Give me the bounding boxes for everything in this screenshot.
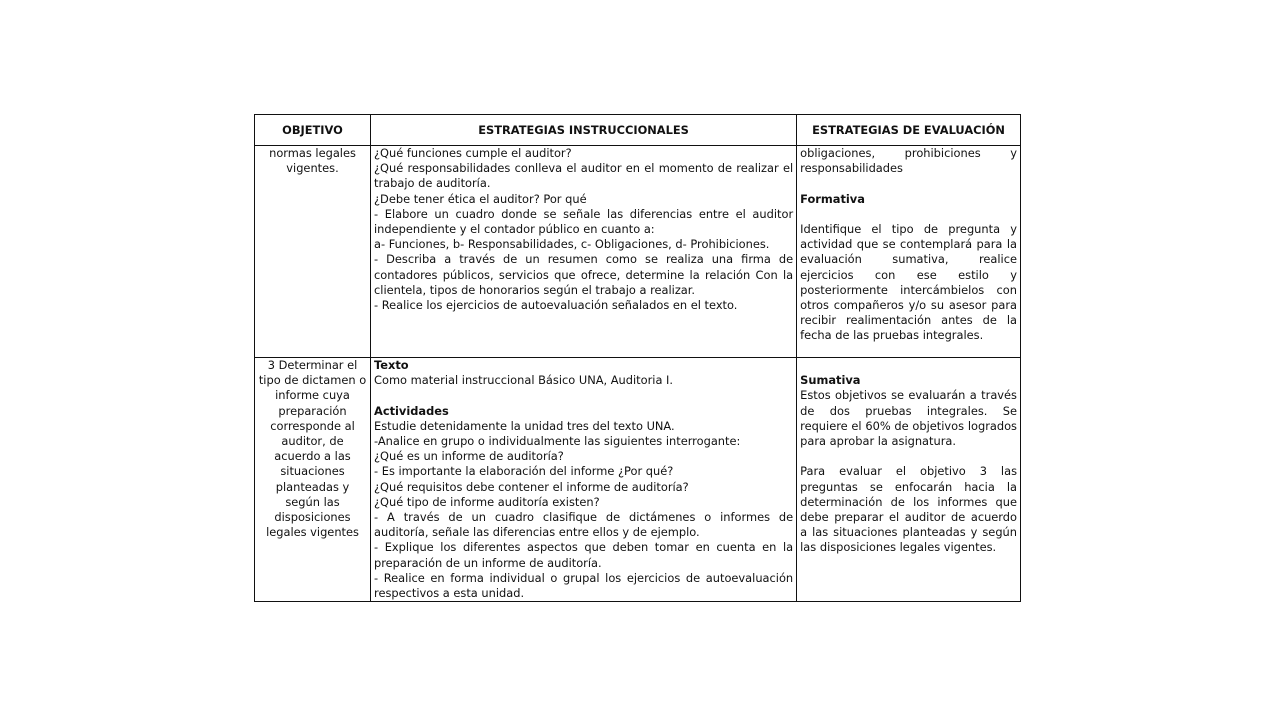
objetivo-cell bbox=[255, 358, 371, 602]
instruction-line: a- Funciones, b- Responsabilidades, c- Obligaciones, d- Prohibiciones. bbox=[374, 237, 770, 252]
objetivo-text: 3 Determinar el tipo de dictamen o informe cuya preparación corresponde al auditor, de acuerdo a las situaciones planteadas y según las disposiciones legales vigentes bbox=[258, 358, 367, 540]
table-row bbox=[255, 146, 1021, 358]
sumativa-heading: Sumativa bbox=[800, 373, 861, 388]
instruction-line: ¿Qué funciones cumple el auditor? bbox=[374, 146, 572, 160]
texto-heading: Texto bbox=[374, 358, 409, 372]
header-row bbox=[255, 115, 1021, 146]
activity-line: ¿Qué requisitos debe contener el informe de auditoría? bbox=[374, 479, 689, 494]
actividades-heading: Actividades bbox=[374, 403, 449, 418]
header-estrategias-instruccionales: ESTRATEGIAS INSTRUCCIONALES bbox=[371, 115, 797, 146]
texto-body: Como material instruccional Básico UNA, Auditoria I. bbox=[374, 373, 674, 388]
table-row bbox=[255, 358, 1021, 602]
instruccionales-cell bbox=[371, 146, 797, 358]
evaluacion-cell bbox=[797, 146, 1021, 358]
activity-line: - Explique los diferentes aspectos que deben tomar en cuenta en la preparación de un informe de auditoría. bbox=[374, 540, 794, 570]
objetivo-text: normas legales vigentes. bbox=[269, 146, 356, 176]
activity-line: - A través de un cuadro clasifique de dictámenes o informes de auditoría, señale las diferencias entre ellos y de ejemplo. bbox=[374, 510, 794, 540]
instruction-line: - Realice los ejercicios de autoevaluación señalados en el texto. bbox=[374, 298, 738, 313]
instruction-line: - Elabore un cuadro donde se señale las diferencias entre el auditor independiente y el contador público en cuanto a: bbox=[374, 206, 794, 237]
header-objetivo: OBJETIVO bbox=[255, 115, 371, 146]
activity-line: - Realice en forma individual o grupal los ejercicios de autoevaluación respectivos a esta unidad. bbox=[374, 570, 794, 601]
instruccionales-cell bbox=[371, 358, 797, 602]
activity-line: - Es importante la elaboración del informe ¿Por qué? bbox=[374, 464, 674, 479]
activity-line: ¿Qué tipo de informe auditoría existen? bbox=[374, 494, 600, 509]
formativa-heading: Formativa bbox=[800, 191, 865, 206]
instruction-line: ¿Debe tener ética el auditor? Por qué bbox=[374, 191, 587, 206]
sumativa-body-1: Estos objetivos se evaluarán a través de dos pruebas integrales. Se requiere el 60% de objetivos logrados para aprobar la asignatura. bbox=[800, 388, 1017, 448]
evaluation-intro: obligaciones, prohibiciones y responsabilidades bbox=[800, 146, 1017, 176]
formativa-body: Identifique el tipo de pregunta y actividad que se contemplará para la evaluación sumativa, realice ejercicios con ese estilo y posteriormente intercámbielos con otros compañeros y/o su asesor para recibir realimentación antes de la fecha de las pruebas integrales. bbox=[800, 221, 1017, 343]
strategies-table bbox=[254, 114, 1021, 602]
objetivo-cell bbox=[255, 146, 371, 358]
header-estrategias-evaluacion: ESTRATEGIAS DE EVALUACIÓN bbox=[797, 115, 1021, 146]
sumativa-body-2: Para evaluar el objetivo 3 las preguntas se enfocarán hacia la determinación de los informes que debe preparar el auditor de acuerdo a las situaciones planteadas y según las disposiciones legales vigentes. bbox=[800, 464, 1017, 555]
activity-line: Estudie detenidamente la unidad tres del texto UNA. bbox=[374, 418, 675, 433]
instruction-line: ¿Qué responsabilidades conlleva el auditor en el momento de realizar el trabajo de auditoría. bbox=[374, 161, 794, 191]
instruction-line: - Describa a través de un resumen como se realiza una firma de contadores públicos, servicios que ofrece, determine la relación Con la clientela, tipos de honorarios según el trabajo a realizar. bbox=[374, 252, 794, 297]
evaluacion-cell bbox=[797, 358, 1021, 602]
activity-line: -Analice en grupo o individualmente las siguientes interrogante: bbox=[374, 434, 741, 448]
activity-line: ¿Qué es un informe de auditoría? bbox=[374, 449, 564, 464]
